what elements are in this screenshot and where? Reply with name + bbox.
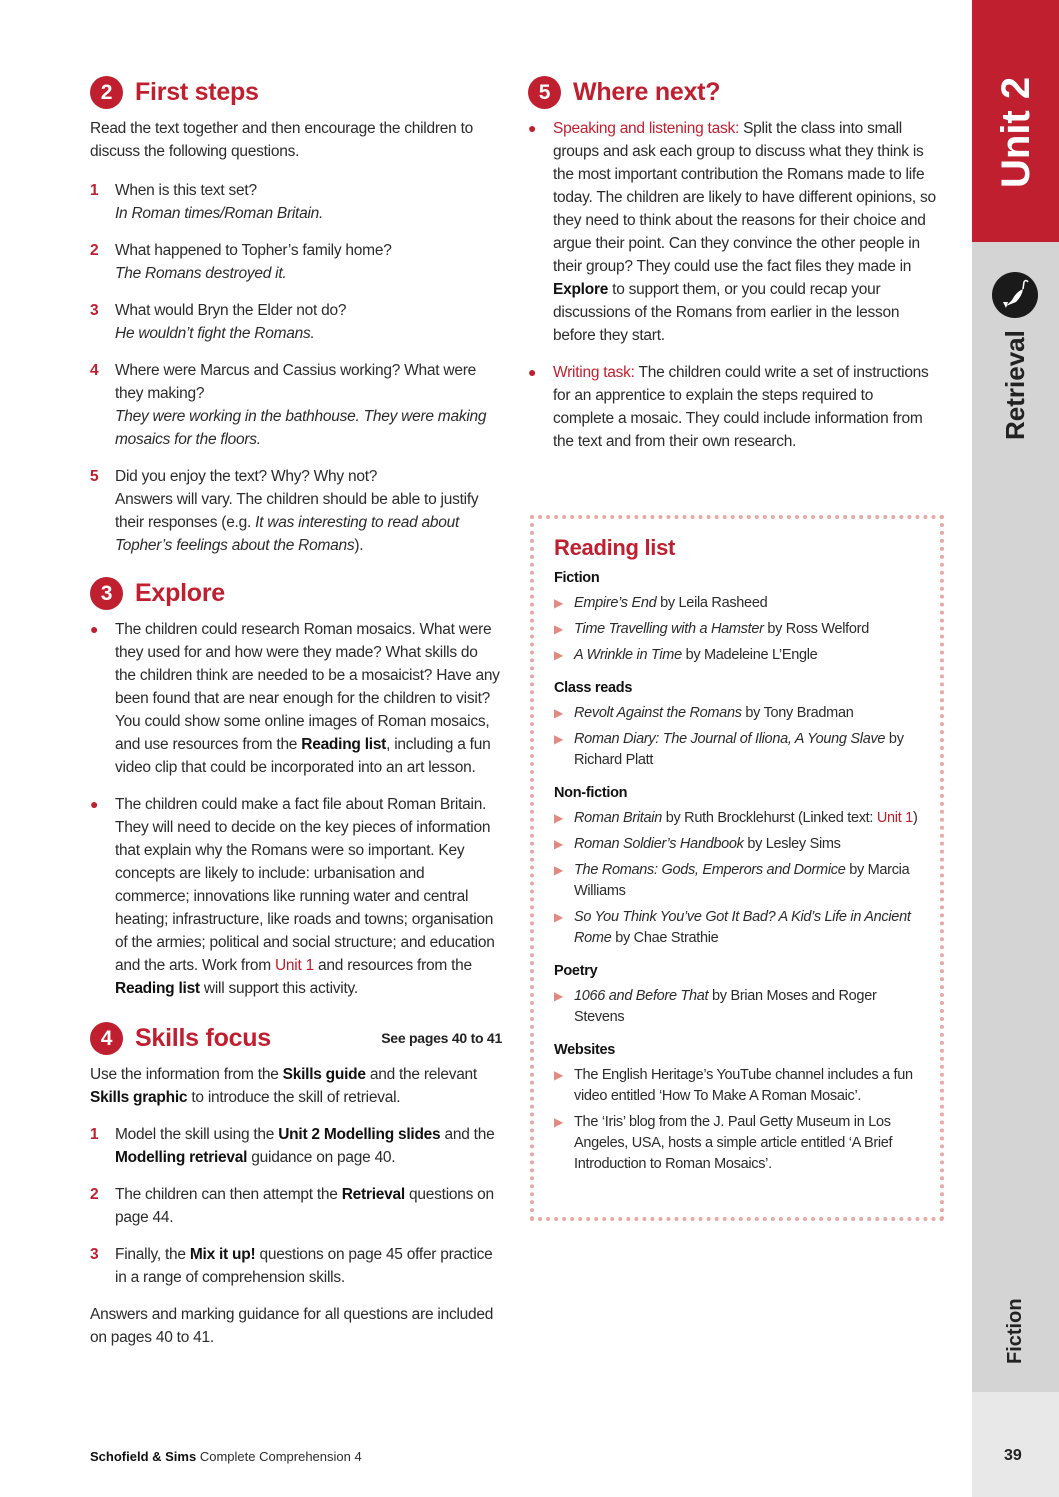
step-item xyxy=(90,1183,502,1229)
reading-category-heading: Websites xyxy=(554,1042,615,1058)
text-segment: Revolt Against the Romans xyxy=(574,705,742,721)
text-segment: Writing task: xyxy=(553,364,635,381)
reading-item-text xyxy=(574,703,853,724)
question-item xyxy=(90,465,502,557)
text-segment: and the relevant xyxy=(365,1066,477,1083)
text-segment: 1066 and Before That xyxy=(574,988,709,1004)
triangle-bullet-icon: ▶ xyxy=(554,732,563,746)
page-number: 39 xyxy=(1004,1447,1022,1464)
question-number: 3 xyxy=(90,302,99,319)
text-segment: and resources from the xyxy=(313,957,472,974)
reading-item-text xyxy=(574,1065,920,1107)
question-text: Where were Marcus and Cassius working? What were they making? xyxy=(115,362,476,402)
text-segment: Finally, the xyxy=(115,1246,190,1263)
reading-list-item xyxy=(554,619,920,640)
text-segment: They were working in the bathhouse. They were making mosaics for the floors. xyxy=(115,408,487,448)
reading-category-heading: Fiction xyxy=(554,570,600,586)
skills-focus-outro: Answers and marking guidance for all questions are included on pages 40 to 41. xyxy=(90,1306,494,1346)
section-number: 5 xyxy=(528,76,561,109)
text-segment: by Richard Platt xyxy=(574,731,904,768)
sidebar xyxy=(972,0,1059,1497)
question-body xyxy=(115,465,502,557)
where-next-bullets xyxy=(528,117,938,453)
reading-item-text xyxy=(574,1112,920,1175)
text-segment: by Brian Moses and Roger Stevens xyxy=(574,988,877,1025)
section-title: Where next? xyxy=(573,78,721,106)
question-body xyxy=(115,359,502,451)
text-segment: Speaking and listening task: xyxy=(553,120,740,137)
reading-list-item xyxy=(554,1112,920,1175)
bullet-text xyxy=(115,793,502,1000)
triangle-bullet-icon: ▶ xyxy=(554,1115,563,1129)
reading-list-item xyxy=(554,729,920,771)
text-segment: The ‘Iris’ blog from the J. Paul Getty Museum in Los Angeles, USA, hosts a simple article entitled ‘A Brief Introduction to Roman Mosaics’. xyxy=(574,1114,893,1172)
question-body xyxy=(115,239,392,285)
triangle-bullet-icon: ▶ xyxy=(554,596,563,610)
reading-list-item xyxy=(554,907,920,949)
question-answer xyxy=(115,202,323,225)
section-first-steps-heading xyxy=(90,76,502,109)
footer-publisher: Schofield & Sims xyxy=(90,1449,197,1464)
reading-item-text xyxy=(574,619,869,640)
triangle-bullet-icon: ▶ xyxy=(554,811,563,825)
reading-item-text xyxy=(574,860,920,902)
text-segment: by Tony Bradman xyxy=(741,705,854,721)
text-segment: by Marcia Williams xyxy=(574,862,910,899)
step-number: 3 xyxy=(90,1246,99,1263)
text-segment: , including a fun video clip that could be incorporated into an art lesson. xyxy=(115,736,491,776)
text-segment: Empire’s End xyxy=(574,595,657,611)
right-column xyxy=(528,76,938,467)
section-number: 2 xyxy=(90,76,123,109)
triangle-bullet-icon: ▶ xyxy=(554,989,563,1003)
section-explore-heading xyxy=(90,577,502,610)
section-where-next-heading xyxy=(528,76,938,109)
page-number-area xyxy=(972,1392,1059,1497)
text-segment: Retrieval xyxy=(341,1186,405,1203)
text-segment: The children could make a fact file about Roman Britain. They will need to decide on the key pieces of information that explain why the Romans were so important. Key concepts are likely to include: urbanisation and commerce; innovations like running water and central heating; infrastructure, like roads and towns; organisation of the armies; political and social structure; and education and the arts. Work from xyxy=(115,796,495,974)
left-column xyxy=(90,76,502,1363)
step-number: 2 xyxy=(90,1186,99,1203)
text-segment: Answers will vary. The children should be able to justify their responses (e.g. xyxy=(115,491,479,531)
question-text: What would Bryn the Elder not do? xyxy=(115,302,347,319)
text-segment: by Ross Welford xyxy=(763,621,869,637)
text-segment: The Romans: Gods, Emperors and Dormice xyxy=(574,862,846,878)
text-segment: guidance on page 40. xyxy=(247,1149,396,1166)
text-segment: Roman Britain xyxy=(574,810,662,826)
text-segment: Use the information from the xyxy=(90,1066,283,1083)
unit-label: Unit 2 xyxy=(994,76,1038,188)
bullet-item xyxy=(90,793,502,1000)
triangle-bullet-icon: ▶ xyxy=(554,910,563,924)
question-number: 2 xyxy=(90,242,99,259)
question-text: Did you enjoy the text? Why? Why not? xyxy=(115,468,378,485)
reading-list-categories xyxy=(554,568,920,1175)
reading-list-item xyxy=(554,808,920,829)
text-segment: Unit 1 xyxy=(876,810,913,826)
triangle-bullet-icon: ▶ xyxy=(554,648,563,662)
reading-list-item xyxy=(554,1065,920,1107)
text-segment: Reading list xyxy=(115,980,200,997)
explore-bullets xyxy=(90,618,502,1000)
section-number: 3 xyxy=(90,577,123,610)
text-segment: A Wrinkle in Time xyxy=(574,647,682,663)
reading-item-text xyxy=(574,986,920,1028)
text-segment: The children can then attempt the xyxy=(115,1186,342,1203)
footer-title: Complete Comprehension 4 xyxy=(199,1449,362,1464)
see-pages-note: See pages 40 to 41 xyxy=(381,1030,502,1046)
text-segment: So You Think You’ve Got It Bad? A Kid’s Life in Ancient Rome xyxy=(574,909,911,946)
question-body xyxy=(115,179,323,225)
section-number: 4 xyxy=(90,1022,123,1055)
text-segment: questions on page 45 offer practice in a range of comprehension skills. xyxy=(115,1246,493,1286)
bullet-icon: ● xyxy=(528,364,537,380)
bullet-item xyxy=(528,361,938,453)
triangle-bullet-icon: ▶ xyxy=(554,622,563,636)
reading-list-item xyxy=(554,703,920,724)
triangle-bullet-icon: ▶ xyxy=(554,1068,563,1082)
section-title: Skills focus xyxy=(135,1024,271,1052)
text-segment: The Romans destroyed it. xyxy=(115,265,287,282)
question-text: When is this text set? xyxy=(115,182,257,199)
genre-label: Fiction xyxy=(1004,1298,1026,1364)
text-segment: Explore xyxy=(553,281,609,298)
bullet-text xyxy=(553,117,938,347)
text-segment: will support this activity. xyxy=(199,980,358,997)
text-segment: by Lesley Sims xyxy=(743,836,841,852)
question-answer xyxy=(115,322,346,345)
text-segment: Roman Diary: The Journal of Iliona, A Young Slave xyxy=(574,731,886,747)
step-item xyxy=(90,1243,502,1289)
text-segment: and the xyxy=(440,1126,495,1143)
text-segment: He wouldn’t fight the Romans. xyxy=(115,325,315,342)
triangle-bullet-icon: ▶ xyxy=(554,837,563,851)
text-segment: Unit 1 xyxy=(274,957,314,974)
reading-item-text xyxy=(574,593,767,614)
text-segment: The children could write a set of instructions for an apprentice to explain the steps required to complete a mosaic. They could include information from the text and from their own research. xyxy=(553,364,929,450)
reading-list-box xyxy=(530,515,944,1221)
text-segment: by Chae Strathie xyxy=(611,930,719,946)
skill-label: Retrieval xyxy=(1000,330,1030,440)
question-answer xyxy=(115,262,392,285)
text-segment: The English Heritage’s YouTube channel includes a fun video entitled ‘How To Make A Roman Mosaic’. xyxy=(574,1067,913,1104)
reading-list-item xyxy=(554,593,920,614)
text-segment: The children could research Roman mosaics. What were they used for and how were they made? What skills do the children think are needed to be a mosaicist? Have any been found that are near enough for the children to visit? You could show some online images of Roman mosaics, and use resources from the xyxy=(115,621,500,753)
reading-list-item xyxy=(554,860,920,902)
bullet-item xyxy=(528,117,938,347)
triangle-bullet-icon: ▶ xyxy=(554,706,563,720)
step-text xyxy=(115,1183,502,1229)
footer xyxy=(90,1449,362,1464)
unit-tab xyxy=(972,0,1059,242)
bullet-text xyxy=(115,618,502,779)
text-segment: Mix it up! xyxy=(189,1246,256,1263)
reading-category-heading: Non-fiction xyxy=(554,785,628,801)
reading-category-heading: Class reads xyxy=(554,680,633,696)
bullet-item xyxy=(90,618,502,779)
text-segment: ) xyxy=(912,810,918,826)
reading-list-item xyxy=(554,986,920,1028)
text-segment: In Roman times/Roman Britain. xyxy=(115,205,324,222)
question-item xyxy=(90,359,502,451)
text-segment: questions on page 44. xyxy=(115,1186,494,1226)
first-steps-intro: Read the text together and then encourage the children to discuss the following questions. xyxy=(90,120,474,160)
fish-hook-icon xyxy=(992,272,1038,318)
question-list xyxy=(90,179,502,557)
text-segment: Unit 2 Modelling slides xyxy=(278,1126,441,1143)
question-number: 1 xyxy=(90,182,99,199)
bullet-icon: ● xyxy=(528,120,537,136)
bullet-icon: ● xyxy=(90,621,99,637)
text-segment: Model the skill using the xyxy=(115,1126,279,1143)
text-segment: Modelling retrieval xyxy=(115,1149,248,1166)
reading-item-text xyxy=(574,834,841,855)
reading-list-item xyxy=(554,834,920,855)
question-answer xyxy=(115,488,502,557)
question-body xyxy=(115,299,346,345)
section-skills-focus-heading xyxy=(90,1022,502,1055)
text-segment: by Leila Rasheed xyxy=(656,595,768,611)
text-segment: by Ruth Brocklehurst (Linked text: xyxy=(661,810,877,826)
question-item xyxy=(90,239,502,285)
text-segment: ). xyxy=(354,537,364,554)
text-segment: to introduce the skill of retrieval. xyxy=(187,1089,401,1106)
step-item xyxy=(90,1123,502,1169)
text-segment: Roman Soldier’s Handbook xyxy=(574,836,744,852)
question-item xyxy=(90,299,502,345)
bullet-text xyxy=(553,361,938,453)
skills-focus-intro xyxy=(90,1063,502,1109)
step-text xyxy=(115,1243,502,1289)
text-segment: to support them, or you could recap your discussions of the Romans from earlier in the lesson before they start. xyxy=(553,281,900,344)
reading-item-text xyxy=(574,645,817,666)
question-number: 4 xyxy=(90,362,99,379)
reading-list-title: Reading list xyxy=(554,535,676,560)
skills-steps xyxy=(90,1123,502,1289)
reading-item-text xyxy=(574,907,920,949)
reading-item-text xyxy=(574,729,920,771)
triangle-bullet-icon: ▶ xyxy=(554,863,563,877)
text-segment: by Madeleine L’Engle xyxy=(681,647,818,663)
reading-item-text xyxy=(574,808,917,829)
text-segment: Skills graphic xyxy=(90,1089,188,1106)
section-title: Explore xyxy=(135,579,225,607)
text-segment: Skills guide xyxy=(282,1066,366,1083)
question-item xyxy=(90,179,502,225)
reading-category-heading: Poetry xyxy=(554,963,598,979)
section-title: First steps xyxy=(135,78,259,106)
question-number: 5 xyxy=(90,468,99,485)
text-segment: Time Travelling with a Hamster xyxy=(574,621,764,637)
step-text xyxy=(115,1123,502,1169)
question-answer xyxy=(115,405,502,451)
bullet-icon: ● xyxy=(90,796,99,812)
text-segment: Reading list xyxy=(301,736,387,753)
step-number: 1 xyxy=(90,1126,99,1143)
question-text: What happened to Topher’s family home? xyxy=(115,242,392,259)
reading-list-item xyxy=(554,645,920,666)
text-segment: Split the class into small groups and ask each group to discuss what they think is the most important contribution the Romans made to life today. The children are likely to have different opinions, so they need to think about the reasons for their choice and argue their point. Can they convince the other people in their group? They could use the fact files they made in xyxy=(553,120,936,275)
text-segment: It was interesting to read about Topher’s feelings about the Romans xyxy=(115,514,460,554)
